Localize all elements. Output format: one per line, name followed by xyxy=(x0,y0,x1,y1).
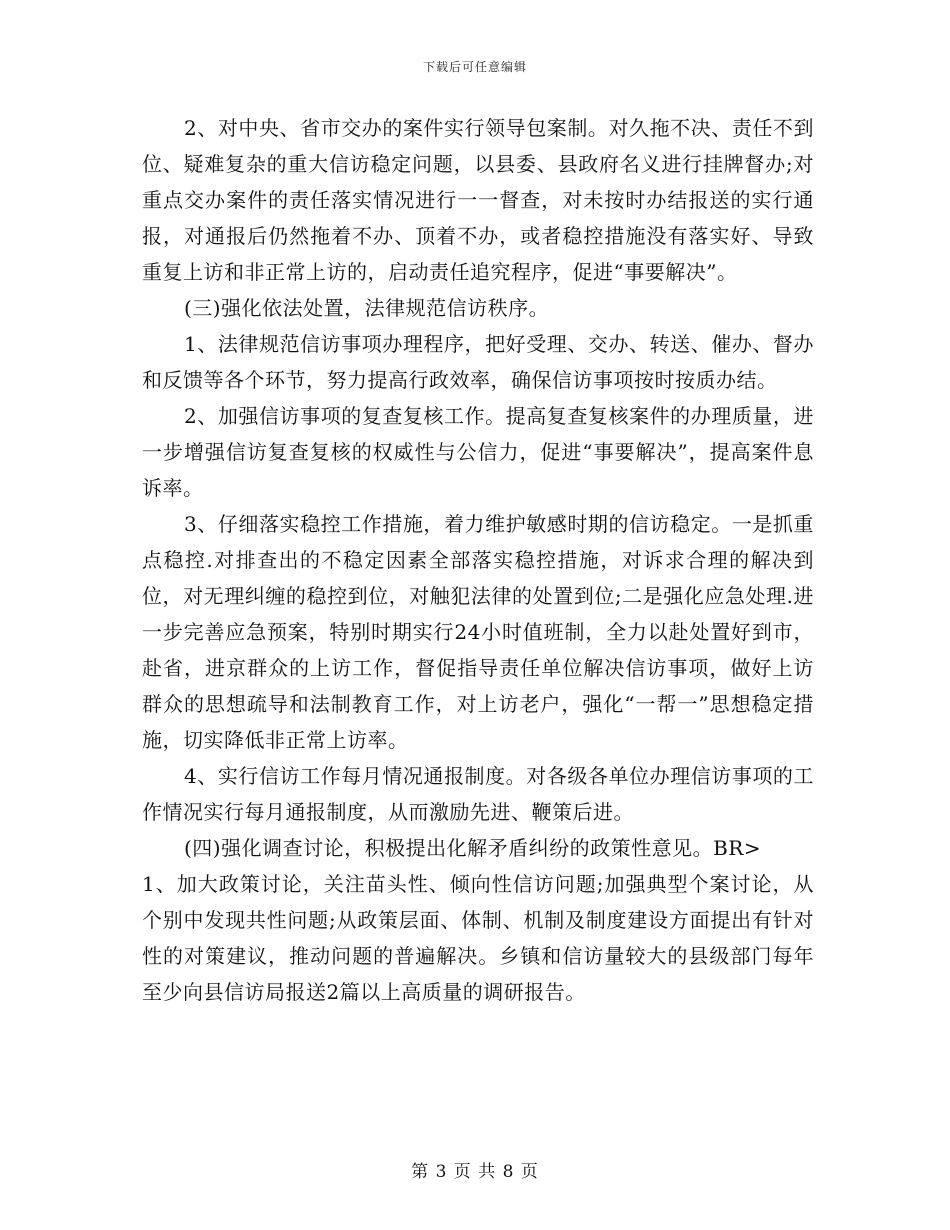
paragraph: 1、法律规范信访事项办理程序，把好受理、交办、转送、催办、督办和反馈等各个环节，努力提高行政效率，确保信访事项按时按质办结。 xyxy=(142,332,814,392)
section-heading: (三)强化依法处置，法律规范信访秩序。 xyxy=(184,296,550,320)
page-number: 第 3 页 共 8 页 xyxy=(411,1162,539,1182)
paragraph: 1、加大政策讨论，关注苗头性、倾向性信访问题;加强典型个案讨论，从个别中发现共性问题;从政策层面、体制、机制及制度建设方面提出有针对性的对策建议，推动问题的普遍解决。乡镇和信访量较大的县级部门每年至少向县信访局报送2篇以上高质量的调研报告。 xyxy=(142,872,814,1004)
page-header: 下载后可任意编辑 xyxy=(422,60,527,74)
paragraph: 4、实行信访工作每月情况通报制度。对各级各单位办理信访事项的工作情况实行每月通报制度，从而激励先进、鞭策后进。 xyxy=(142,764,814,824)
paragraph: 2、加强信访事项的复查复核工作。提高复查复核案件的办理质量，进一步增强信访复查复核的权威性与公信力，促进“事要解决”，提高案件息诉率。 xyxy=(142,404,814,500)
paragraph: 3、仔细落实稳控工作措施，着力维护敏感时期的信访稳定。一是抓重点稳控.对排查出的不稳定因素全部落实稳控措施，对诉求合理的解决到位，对无理纠缠的稳控到位，对触犯法律的处置到位;二是强化应急处理.进一步完善应急预案，特别时期实行24小时值班制，全力以赴处置好到市，赴省，进京群众的上访工作，督促指导责任单位解决信访事项，做好上访群众的思想疏导和法制教育工作，对上访老户，强化“一帮一”思想稳定措施，切实降低非正常上访率。 xyxy=(142,512,814,752)
section-heading: (四)强化调查讨论，积极提出化解矛盾纠纷的政策性意见。BR> xyxy=(184,836,762,860)
document-body xyxy=(142,110,814,1010)
paragraph: 2、对中央、省市交办的案件实行领导包案制。对久拖不决、责任不到位、疑难复杂的重大信访稳定问题，以县委、县政府名义进行挂牌督办;对重点交办案件的责任落实情况进行一一督查，对未按时办结报送的实行通报，对通报后仍然拖着不办、顶着不办，或者稳控措施没有落实好、导致重复上访和非正常上访的，启动责任追究程序，促进“事要解决”。 xyxy=(142,116,814,284)
